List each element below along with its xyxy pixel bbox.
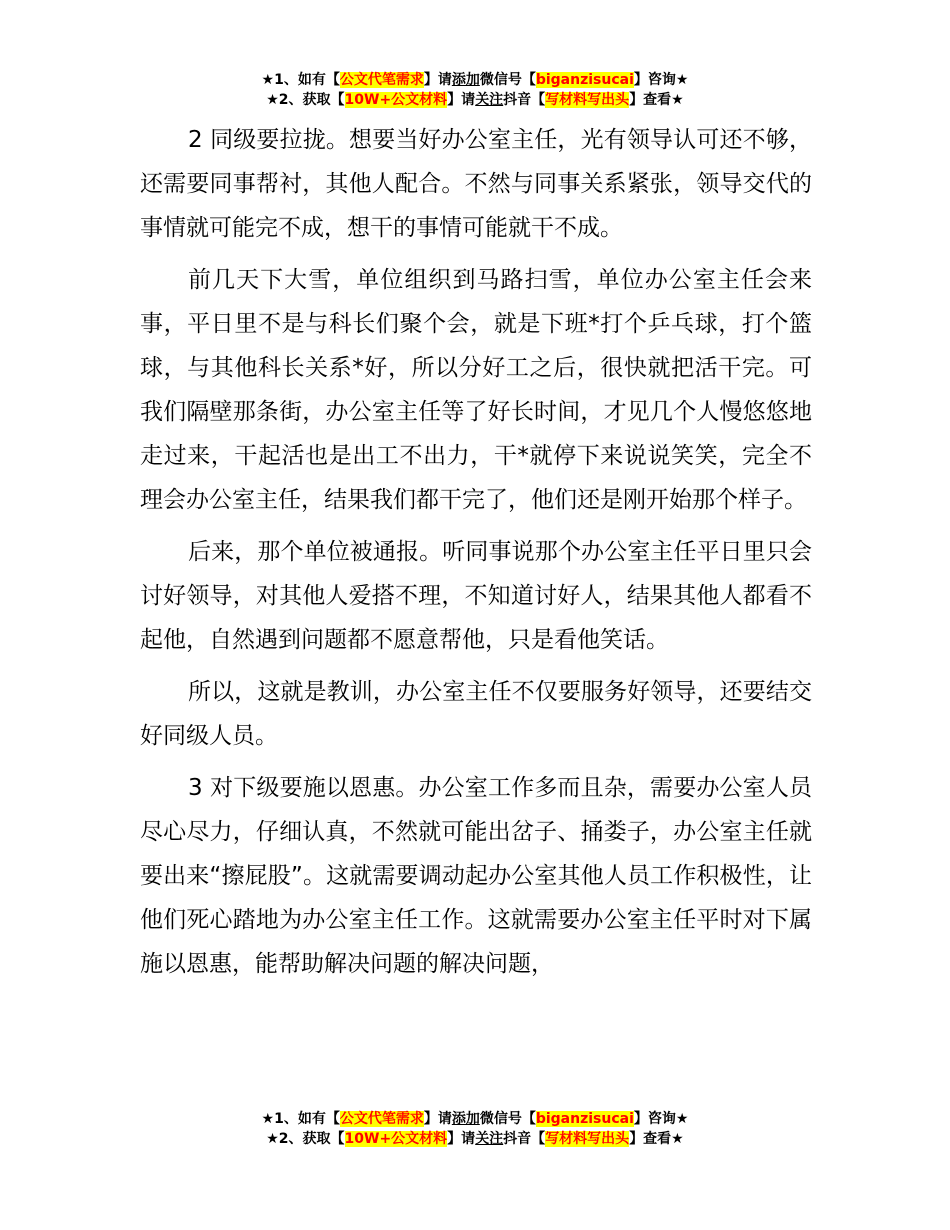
paragraph: 3 对下级要施以恩惠。办公室工作多而且杂，需要办公室人员尽心尽力，仔细认真，不然就可能出岔子、捅娄子，办公室主任就要出来“擦屁股”。这就需要调动起办公室其他人员工作积极性，让他们死心踏地为办公室主任工作。这就需要办公室主任平时对下属施以恩惠，能帮助解决问题的解决问题，	[140, 775, 812, 977]
banner-underlined-text: 关注	[475, 1131, 504, 1147]
banner-line-2	[0, 1129, 950, 1149]
banner-text: 微信号【	[479, 1111, 536, 1127]
banner-highlight: 10W+公文材料	[344, 92, 448, 108]
paragraph: 前几天下大雪，单位组织到马路扫雪，单位办公室主任会来事，平日里不是与科长们聚个会，就是下班*打个乒乓球，打个篮球，与其他科长关系*好，所以分好工之后，很快就把活干完。可我们隔壁那条街，办公室主任等了好长时间，才见几个人慢悠悠地走过来，干起活也是出工不出力，干*就停下来说说笑笑，完全不理会办公室主任，结果我们都干完了，他们还是刚开始那个样子。	[140, 267, 812, 513]
banner-text: 】查看★	[629, 1131, 684, 1147]
banner-text: ★1、如有【	[261, 1111, 340, 1127]
banner-underlined-text: 添加	[451, 1111, 480, 1127]
header-banner	[0, 70, 950, 110]
banner-line-1	[0, 1109, 950, 1129]
banner-highlight: 写材料写出头	[545, 1131, 630, 1147]
banner-text: 】咨询★	[633, 72, 689, 88]
banner-text: 】咨询★	[633, 1111, 689, 1127]
banner-text: ★1、如有【	[261, 72, 340, 88]
paragraph: 后来，那个单位被通报。听同事说那个办公室主任平日里只会讨好领导，对其他人爱搭不理，不知道讨好人，结果其他人都看不起他，自然遇到问题都不愿意帮他，只是看他笑话。	[140, 539, 812, 653]
banner-text: 抖音【	[503, 92, 546, 108]
banner-text: 】请	[423, 72, 452, 88]
paragraph: 所以，这就是教训，办公室主任不仅要服务好领导，还要结交好同级人员。	[140, 679, 812, 749]
banner-text: 微信号【	[479, 72, 536, 88]
banner-text: ★2、获取【	[266, 92, 345, 108]
banner-line-1	[0, 70, 950, 90]
banner-underlined-text: 添加	[451, 72, 480, 88]
banner-text: 抖音【	[503, 1131, 546, 1147]
banner-text: ★2、获取【	[266, 1131, 345, 1147]
banner-highlight: 10W+公文材料	[344, 1131, 448, 1147]
paragraph: 2 同级要拉拢。想要当好办公室主任，光有领导认可还不够，还需要同事帮衬，其他人配合。不然与同事关系紧张，领导交代的事情就可能完不成，想干的事情可能就干不成。	[140, 127, 812, 241]
document-body	[140, 118, 812, 994]
banner-highlight: biganzisucai	[535, 1111, 634, 1127]
banner-highlight: biganzisucai	[535, 72, 634, 88]
banner-line-2	[0, 90, 950, 110]
banner-highlight: 写材料写出头	[545, 92, 630, 108]
banner-text: 】请	[447, 1131, 476, 1147]
banner-text: 】请	[423, 1111, 452, 1127]
banner-text: 】查看★	[629, 92, 684, 108]
banner-highlight: 公文代笔需求	[339, 72, 424, 88]
banner-underlined-text: 关注	[475, 92, 504, 108]
banner-text: 】请	[447, 92, 476, 108]
footer-banner	[0, 1109, 950, 1149]
banner-highlight: 公文代笔需求	[339, 1111, 424, 1127]
